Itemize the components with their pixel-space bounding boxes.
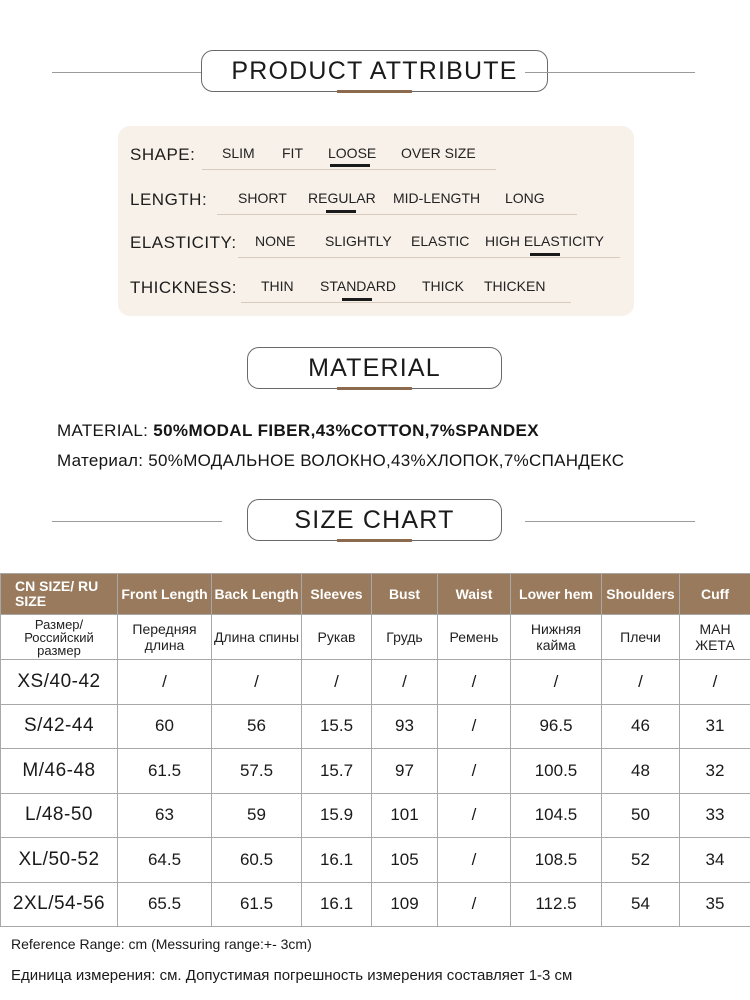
- material-en-label: MATERIAL:: [57, 421, 149, 440]
- table-row: [1, 749, 750, 794]
- attr-option: THICK: [422, 278, 464, 294]
- header-cell: Waist: [438, 574, 511, 615]
- selected-marker: [330, 164, 370, 167]
- material-en-value: 50%MODAL FIBER,43%COTTON,7%SPANDEX: [153, 421, 540, 440]
- attr-option: SLIGHTLY: [325, 233, 392, 249]
- table-row: [1, 882, 750, 927]
- size-chart-table: [0, 573, 750, 927]
- header-cell: Shoulders: [602, 574, 680, 615]
- attribute-panel: [118, 126, 634, 316]
- size-label-cell: S/42-44: [1, 704, 118, 749]
- attr-option-selected: LOOSE: [328, 145, 377, 161]
- header-cell-ru: МАН ЖЕТА: [680, 615, 750, 660]
- table-cell: 60: [118, 704, 212, 749]
- attr-option: THICKEN: [484, 278, 546, 294]
- table-cell: 32: [680, 749, 750, 794]
- attr-option: ELASTIC: [411, 233, 470, 249]
- attr-option: FIT: [282, 145, 303, 161]
- header-cell: Back Length: [212, 574, 302, 615]
- attr-row-shape: [118, 139, 634, 169]
- size-label-cell: 2XL/54-56: [1, 882, 118, 927]
- table-row: [1, 660, 750, 705]
- header-cell: Front Length: [118, 574, 212, 615]
- table-cell: 63: [118, 793, 212, 838]
- divider-right: [525, 72, 695, 73]
- table-cell: 33: [680, 793, 750, 838]
- table-cell: /: [438, 660, 511, 705]
- material-ru: [57, 451, 624, 471]
- attr-row-elasticity: [118, 227, 634, 257]
- attr-option-selected: REGULAR: [308, 190, 376, 206]
- table-cell: /: [212, 660, 302, 705]
- header-cell-ru: Передняя длина: [118, 615, 212, 660]
- table-cell: /: [438, 838, 511, 883]
- table-cell: /: [302, 660, 372, 705]
- table-cell: 15.5: [302, 704, 372, 749]
- attr-label: LENGTH:: [130, 190, 208, 209]
- header-cell: Cuff: [680, 574, 750, 615]
- attr-option: THIN: [261, 278, 294, 294]
- size-chart-heading: [0, 499, 750, 547]
- divider-left: [52, 521, 222, 522]
- attr-option: SHORT: [238, 190, 287, 206]
- size-chart-title: SIZE CHART: [247, 499, 502, 541]
- table-cell: 60.5: [212, 838, 302, 883]
- size-label-cell: M/46-48: [1, 749, 118, 794]
- divider-left: [52, 72, 222, 73]
- header-cell-ru: Нижняя кайма: [511, 615, 602, 660]
- table-cell: 108.5: [511, 838, 602, 883]
- table-row: [1, 838, 750, 883]
- table-cell: /: [602, 660, 680, 705]
- selected-marker: [342, 298, 372, 301]
- size-label-cell: XL/50-52: [1, 838, 118, 883]
- table-cell: 46: [602, 704, 680, 749]
- material-en: [57, 421, 539, 441]
- table-cell: 109: [372, 882, 438, 927]
- table-cell: 54: [602, 882, 680, 927]
- table-cell: 64.5: [118, 838, 212, 883]
- size-label-cell: L/48-50: [1, 793, 118, 838]
- table-cell: /: [438, 882, 511, 927]
- table-cell: 93: [372, 704, 438, 749]
- table-cell: 104.5: [511, 793, 602, 838]
- material-heading: [0, 347, 750, 395]
- reference-note-ru: Единица измерения: см. Допустимая погрешность измерения составляет 1-3 см: [11, 967, 573, 984]
- material-ru-label: Материал:: [57, 451, 144, 470]
- table-cell: 16.1: [302, 838, 372, 883]
- table-cell: /: [438, 704, 511, 749]
- attr-option: LONG: [505, 190, 545, 206]
- table-cell: /: [511, 660, 602, 705]
- table-cell: 50: [602, 793, 680, 838]
- table-header-en: [1, 574, 750, 615]
- product-attribute-title: PRODUCT ATTRIBUTE: [201, 50, 548, 92]
- table-cell: 65.5: [118, 882, 212, 927]
- attr-rule: [238, 257, 620, 258]
- header-cell-ru: Грудь: [372, 615, 438, 660]
- material-ru-value: 50%МОДАЛЬНОЕ ВОЛОКНО,43%ХЛОПОК,7%СПАНДЕКС: [148, 451, 625, 470]
- selected-marker: [326, 210, 356, 213]
- header-cell-ru: Плечи: [602, 615, 680, 660]
- title-underline: [337, 90, 412, 93]
- reference-note-en: Reference Range: cm (Messuring range:+- 3cm): [11, 936, 312, 952]
- attr-row-length: [118, 184, 634, 214]
- header-cell: CN SIZE/ RU SIZE: [1, 574, 118, 615]
- attr-label: SHAPE:: [130, 145, 196, 164]
- divider-right: [525, 521, 695, 522]
- table-cell: 52: [602, 838, 680, 883]
- table-cell: /: [680, 660, 750, 705]
- header-cell: Bust: [372, 574, 438, 615]
- attr-option: NONE: [255, 233, 296, 249]
- table-cell: 15.7: [302, 749, 372, 794]
- table-row: [1, 793, 750, 838]
- attr-row-thickness: [118, 272, 634, 302]
- attr-option: OVER SIZE: [401, 145, 476, 161]
- attr-rule: [241, 302, 571, 303]
- table-cell: 56: [212, 704, 302, 749]
- table-cell: 16.1: [302, 882, 372, 927]
- header-cell-ru: Размер/ Российский размер: [1, 615, 118, 660]
- header-cell-ru: Рукав: [302, 615, 372, 660]
- table-cell: 35: [680, 882, 750, 927]
- attr-label: ELASTICITY:: [130, 233, 237, 252]
- selected-marker: [530, 253, 560, 256]
- header-cell: Sleeves: [302, 574, 372, 615]
- table-cell: /: [438, 749, 511, 794]
- table-cell: /: [438, 793, 511, 838]
- material-title: MATERIAL: [247, 347, 502, 389]
- table-header-ru: [1, 615, 750, 660]
- table-cell: /: [118, 660, 212, 705]
- table-cell: 15.9: [302, 793, 372, 838]
- table-cell: 105: [372, 838, 438, 883]
- table-cell: 96.5: [511, 704, 602, 749]
- table-cell: 97: [372, 749, 438, 794]
- title-underline: [337, 387, 412, 390]
- table-cell: 61.5: [118, 749, 212, 794]
- table-cell: 59: [212, 793, 302, 838]
- header-cell-ru: Длина спины: [212, 615, 302, 660]
- table-cell: 100.5: [511, 749, 602, 794]
- attr-rule: [217, 214, 577, 215]
- table-cell: 101: [372, 793, 438, 838]
- attr-label: THICKNESS:: [130, 278, 238, 297]
- title-underline: [337, 539, 412, 542]
- header-cell: Lower hem: [511, 574, 602, 615]
- table-cell: 61.5: [212, 882, 302, 927]
- attr-option-selected: STANDARD: [320, 278, 396, 294]
- table-cell: /: [372, 660, 438, 705]
- size-label-cell: XS/40-42: [1, 660, 118, 705]
- product-attribute-heading: [0, 50, 750, 98]
- attr-rule: [202, 169, 496, 170]
- table-cell: 48: [602, 749, 680, 794]
- table-cell: 112.5: [511, 882, 602, 927]
- header-cell-ru: Ремень: [438, 615, 511, 660]
- table-cell: 31: [680, 704, 750, 749]
- attr-option-selected: HIGH ELASTICITY: [485, 233, 605, 249]
- table-cell: 57.5: [212, 749, 302, 794]
- table-cell: 34: [680, 838, 750, 883]
- table-row: [1, 704, 750, 749]
- attr-option: SLIM: [222, 145, 255, 161]
- attr-option: MID-LENGTH: [393, 190, 481, 206]
